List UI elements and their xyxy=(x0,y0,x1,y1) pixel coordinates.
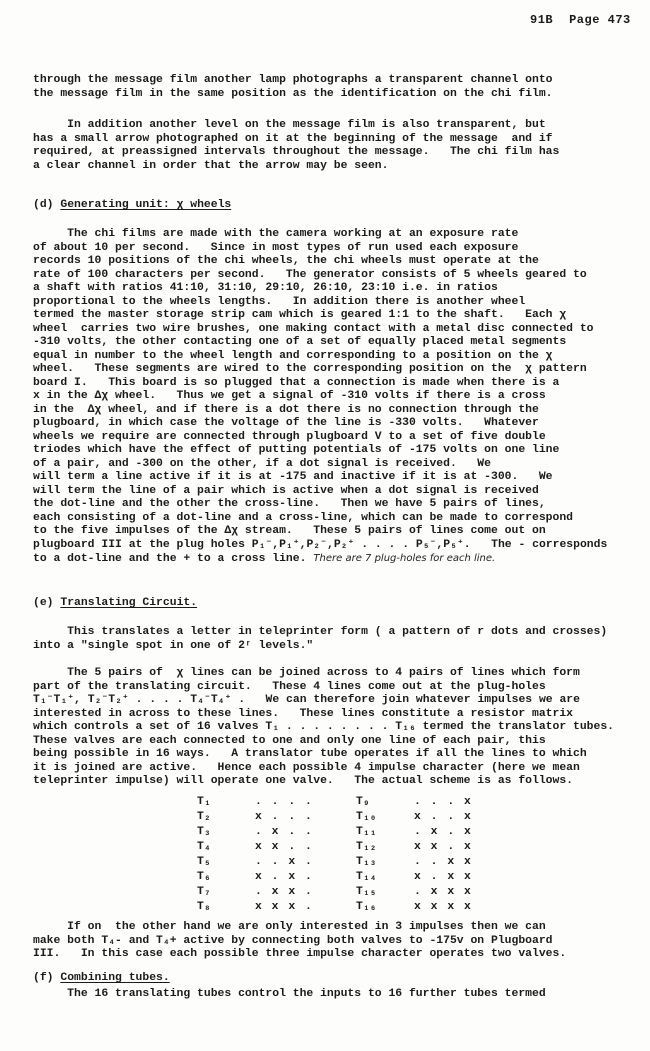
valve-label: T₃ xyxy=(197,826,211,838)
section-e-post-table-paragraph xyxy=(33,921,640,962)
text-line: make both T₄- and T₄+ active by connecting both valves to -175v on Plugboard xyxy=(33,934,553,947)
valve-row xyxy=(356,825,472,840)
intro-paragraph-1 xyxy=(33,74,640,101)
text-line: In addition another level on the message film is also transparent, but xyxy=(33,119,546,131)
valve-table-left-column xyxy=(197,795,313,915)
valve-pattern: x . . . xyxy=(255,811,314,823)
section-f-heading xyxy=(33,972,640,986)
text-line: -310 volts, the other contacting one of a set of equally placed metal segments xyxy=(33,336,567,348)
text-line: plugboard III at the plug holes P₁⁻,P₁⁺,P₂⁻,P₂⁺ . . . . P₅⁻,P₅⁺. The - corresponds xyxy=(33,538,608,551)
page-header xyxy=(530,13,631,27)
section-e-paragraph-1 xyxy=(33,626,640,653)
section-f-label: (f) xyxy=(33,972,54,984)
text-line: of about 10 per second. Since in most types of run used each exposure xyxy=(33,241,519,254)
text-line: through the message film another lamp photographs a transparent channel onto xyxy=(33,74,553,86)
valve-pattern: . x x . xyxy=(255,886,314,898)
text-line: wheel carries two wire brushes, one making contact with a metal disc connected to xyxy=(33,322,594,335)
text-line: in the Δχ wheel, and if there is a dot there is no connection through the xyxy=(33,403,539,416)
valve-pattern: . . . x xyxy=(414,796,473,808)
valve-pattern: x x . x xyxy=(414,841,473,853)
text-line: The chi films are made with the camera working at an exposure rate xyxy=(33,228,519,240)
text-line: If on the other hand we are only interested in 3 impulses then we can xyxy=(33,921,546,933)
valve-pattern: . x x x xyxy=(414,886,473,898)
valve-row xyxy=(197,840,313,855)
text-line: into a "single spot in one of 2ʳ levels." xyxy=(33,639,314,652)
text-line: records 10 positions of the chi wheels, the chi wheels must operate at the xyxy=(33,255,539,267)
valve-label: T₁₅ xyxy=(356,886,377,898)
text-line: triodes which have the effect of putting potentials of -175 volts on one line xyxy=(33,444,560,456)
text-line: will term a line active if it is at -175 and inactive if it is at -300. We xyxy=(33,471,553,483)
valve-row xyxy=(197,885,313,900)
valve-label: T₄ xyxy=(197,841,211,853)
text-line: will term the line of a pair which is active when a dot signal is received xyxy=(33,484,539,497)
text-line: to the five impulses of the Δχ stream. These 5 pairs of lines come out on xyxy=(33,525,546,537)
valve-row xyxy=(356,810,472,825)
valve-row xyxy=(197,810,313,825)
handwritten-annotation: There are 7 plug-holes for each line. xyxy=(313,553,496,564)
valve-label: T₁ xyxy=(197,796,211,808)
text-line: wheel. These segments are wired to the corresponding position on the χ pattern xyxy=(33,363,587,375)
text-line: it is joined are active. Hence each possible 4 impulse character (here we mean xyxy=(33,761,580,774)
page-number: Page 473 xyxy=(569,13,631,27)
text-line: has a small arrow photographed on it at the beginning of the message and if xyxy=(33,132,553,145)
valve-row xyxy=(197,795,313,810)
section-e-paragraph-2 xyxy=(33,667,640,789)
text-line: a clear channel in order that the arrow may be seen. xyxy=(33,159,389,172)
valve-label: T₁₁ xyxy=(356,826,377,838)
text-line: board I. This board is so plugged that a connection is made when there is a xyxy=(33,376,560,389)
valve-row xyxy=(197,825,313,840)
valve-label: T₂ xyxy=(197,811,211,823)
valve-row xyxy=(356,795,472,810)
valve-pattern: x . . x xyxy=(414,811,473,823)
valve-row xyxy=(356,900,472,915)
text-line: T₁⁻T₁⁺, T₂⁻T₂⁺ . . . . T₄⁻T₄⁺ . We can therefore join whatever impulses we are xyxy=(33,694,580,706)
text-line: The 16 translating tubes control the inputs to 16 further tubes termed xyxy=(33,988,546,1000)
text-line: plugboard, in which case the voltage of the line is -330 volts. Whatever xyxy=(33,417,539,429)
valve-label: T₁₂ xyxy=(356,841,377,853)
text-line: The 5 pairs of χ lines can be joined across to 4 pairs of lines which form xyxy=(33,667,580,679)
text-line: a shaft with ratios 41:10, 31:10, 29:10, 26:10, 23:10 i.e. in ratios xyxy=(33,282,498,294)
text-line: of a pair, and -300 on the other, if a dot signal is received. We xyxy=(33,457,491,470)
section-f-title: Combining tubes. xyxy=(60,972,170,984)
valve-label: T₈ xyxy=(197,901,211,913)
section-d-paragraph xyxy=(33,228,640,552)
text-line: This translates a letter in teleprinter form ( a pattern of r dots and crosses) xyxy=(33,626,608,638)
section-d-last-typed: to a dot-line and the + to a cross line. xyxy=(33,553,307,565)
section-d-title: Generating unit: χ wheels xyxy=(60,199,232,211)
section-d-label: (d) xyxy=(33,199,54,211)
text-line: teleprinter impulse) will operate one valve. The actual scheme is as follows. xyxy=(33,775,574,787)
section-e-title: Translating Circuit. xyxy=(60,597,198,609)
section-f-paragraph xyxy=(33,988,640,1002)
text-line: the message film in the same position as the identification on the chi film. xyxy=(33,87,553,100)
valve-pattern: x . x . xyxy=(255,871,314,883)
valve-label: T₅ xyxy=(197,856,211,868)
valve-pattern: x x . . xyxy=(255,841,314,853)
valve-label: T₁₀ xyxy=(356,811,377,823)
text-line: interested in across to these lines. These lines constitute a resistor matrix xyxy=(33,707,574,720)
valve-pattern: . . x x xyxy=(414,856,473,868)
valve-label: T₇ xyxy=(197,886,211,898)
valve-row xyxy=(356,870,472,885)
section-e-heading xyxy=(33,597,640,611)
valve-table-right-column xyxy=(356,795,472,915)
section-e-label: (e) xyxy=(33,597,54,609)
text-line: required, at preassigned intervals throughout the message. The chi film has xyxy=(33,146,560,158)
valve-row xyxy=(197,870,313,885)
text-line: each consisting of a dot-line and a cross-line, which can be made to correspond xyxy=(33,511,574,524)
valve-row xyxy=(197,900,313,915)
valve-label: T₁₆ xyxy=(356,901,377,913)
text-line: equal in number to the wheel length and corresponding to a position on the χ xyxy=(33,349,553,362)
valve-pattern: . . . . xyxy=(255,796,314,808)
section-d-last-line xyxy=(33,552,640,567)
intro-paragraph-2 xyxy=(33,119,640,173)
text-line: part of the translating circuit. These 4 lines come out at the plug-holes xyxy=(33,680,546,693)
valve-pattern: x x x . xyxy=(255,901,314,913)
valve-pattern: . x . x xyxy=(414,826,473,838)
valve-pattern: x x x x xyxy=(414,901,473,913)
valve-label: T₁₃ xyxy=(356,856,377,868)
text-line: rate of 100 characters per second. The generator consists of 5 wheels geared to xyxy=(33,268,587,281)
text-line: the dot-line and the other the cross-line. Then we have 5 pairs of lines, xyxy=(33,498,546,510)
text-line: wheels we require are connected through plugboard V to a set of five double xyxy=(33,430,546,443)
valve-row xyxy=(356,855,472,870)
text-line: proportional to the wheels lengths. In addition there is another wheel xyxy=(33,295,526,308)
valve-pattern: x . x x xyxy=(414,871,473,883)
valve-label: T₆ xyxy=(197,871,211,883)
valve-label: T₉ xyxy=(356,796,370,808)
valve-row xyxy=(356,840,472,855)
doc-ref: 91B xyxy=(530,13,554,27)
section-d-heading xyxy=(33,199,640,213)
text-line: III. In this case each possible three impulse character operates two valves. xyxy=(33,948,567,960)
text-line: These valves are each connected to one and only one line of each pair, this xyxy=(33,734,546,747)
valve-label: T₁₄ xyxy=(356,871,377,883)
text-line: x in the Δχ wheel. Thus we get a signal of -310 volts if there is a cross xyxy=(33,390,546,402)
valve-pattern: . x . . xyxy=(255,826,314,838)
valve-row xyxy=(356,885,472,900)
valve-pattern: . . x . xyxy=(255,856,314,868)
text-line: which controls a set of 16 valves T₁ . . . . . . . . T₁₆ termed the translator tubes. xyxy=(33,721,615,733)
text-line: termed the master storage strip cam which is geared 1:1 to the shaft. Each χ xyxy=(33,309,567,321)
valve-row xyxy=(197,855,313,870)
text-line: being possible in 16 ways. A translator tube operates if all the lines to which xyxy=(33,748,587,760)
